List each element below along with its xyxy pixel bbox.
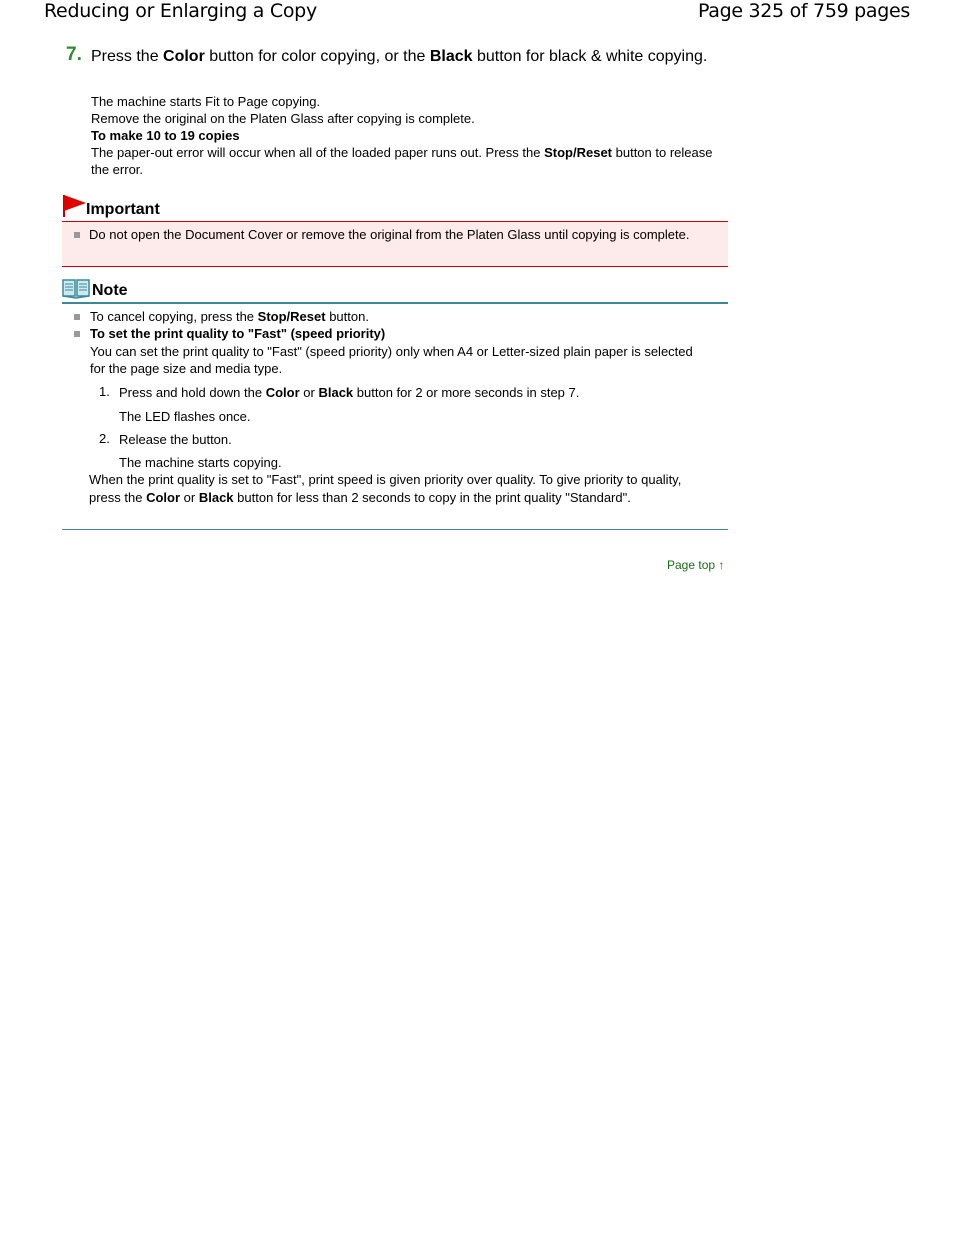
page-top-label[interactable]: Page top: [667, 558, 716, 572]
bullet-icon: [74, 331, 80, 337]
description-line: Remove the original on the Platen Glass after copying is complete.: [91, 111, 475, 126]
note-item: To cancel copying, press the Stop/Reset button.: [90, 309, 369, 324]
bullet-icon: [74, 314, 80, 320]
important-item: Do not open the Document Cover or remove the original from the Platen Glass until copying is complete.: [89, 227, 690, 242]
list-number: 1.: [99, 384, 110, 399]
list-item-result: The machine starts copying.: [119, 455, 282, 470]
note-divider: [62, 529, 728, 530]
list-item: Press and hold down the Color or Black button for 2 or more seconds in step 7.: [119, 385, 580, 400]
document-title: Reducing or Enlarging a Copy: [44, 0, 317, 22]
flag-icon: [62, 193, 88, 219]
subheading-text: The paper-out error will occur when all of the loaded paper runs out. Press the Stop/Reset button to release the error.: [91, 145, 713, 177]
important-label: Important: [86, 201, 160, 218]
note-subheading: To set the print quality to "Fast" (speed priority): [90, 326, 386, 341]
important-header: [62, 193, 728, 222]
step-instruction: Press the Color button for color copying, or the Black button for black & white copying.: [91, 48, 708, 65]
color-button-label: Color: [163, 48, 205, 65]
subheading: To make 10 to 19 copies: [91, 128, 240, 143]
black-button-label: Black: [429, 48, 473, 65]
bullet-icon: [74, 232, 80, 238]
important-box: [62, 222, 728, 267]
note-description: You can set the print quality to "Fast" (speed priority) only when A4 or Letter-sized plain paper is selected for the page size and media type.: [90, 344, 693, 376]
description-line: The machine starts Fit to Page copying.: [91, 94, 321, 109]
note-header: [62, 278, 728, 304]
list-item-result: The LED flashes once.: [119, 409, 251, 424]
step-number: 7.: [66, 44, 82, 65]
step-description: [91, 93, 731, 178]
arrow-up-icon[interactable]: ↑: [718, 558, 725, 572]
note-footer-text: When the print quality is set to "Fast", print speed is given priority over quality. To give priority to quality, press the Color or Black button for less than 2 seconds to copy in the print quality "Standard".: [89, 472, 682, 505]
page-top-link[interactable]: [667, 558, 724, 572]
list-item: Release the button.: [119, 432, 232, 447]
list-number: 2.: [99, 431, 110, 446]
note-label: Note: [92, 282, 128, 299]
page-counter: Page 325 of 759 pages: [697, 0, 910, 22]
book-icon: [62, 278, 90, 300]
